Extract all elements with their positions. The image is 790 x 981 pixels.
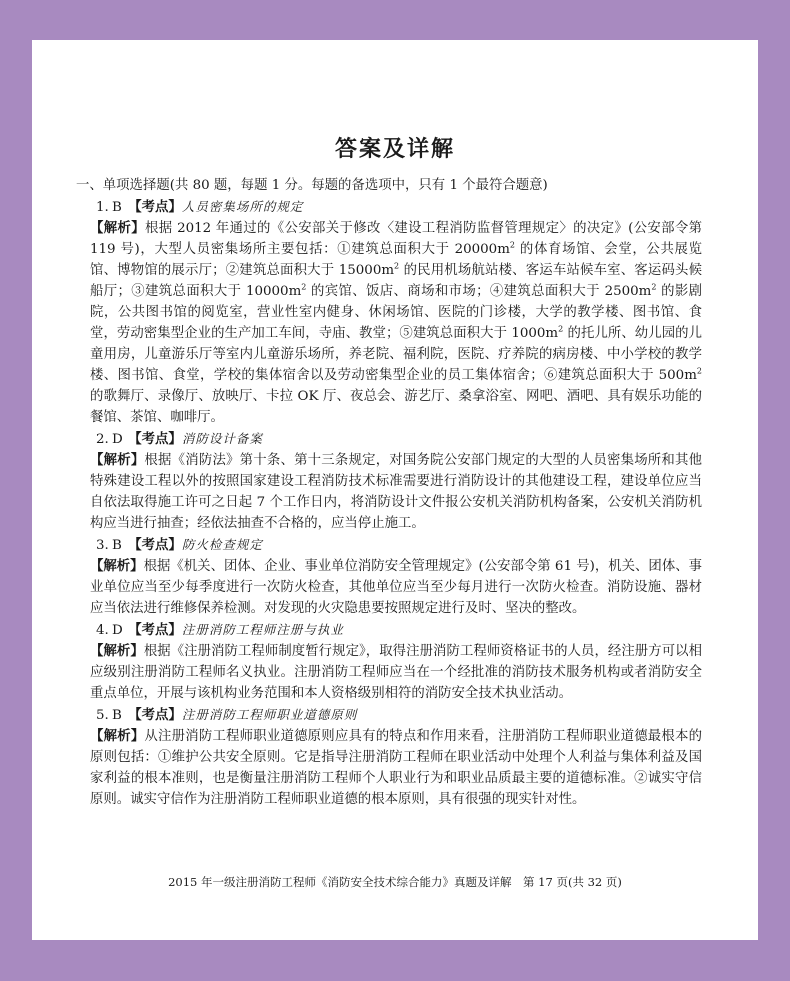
answer-letter: D: [112, 623, 123, 638]
keypoint-label: 【考点】: [128, 707, 182, 723]
keypoint-label: 【考点】: [128, 431, 182, 447]
question-number: 5.: [96, 708, 109, 723]
analysis-paragraph: [90, 218, 702, 428]
page-title: 答案及详解: [334, 136, 455, 162]
question-list: [90, 196, 702, 810]
analysis-text: 的托儿所、幼儿园的儿童用房，儿童游乐厅等室内儿童游乐场所，养老院、福利院，医院、疗养院的病房楼、中小学校的教学楼、图书馆、食堂，学校的集体宿舍以及劳动密集型企业的员工集体宿舍；⑥建筑总面积大于 500m: [90, 326, 702, 383]
question-number: 4.: [96, 623, 109, 638]
superscript: 2: [301, 282, 307, 292]
analysis-text: 的体育场馆、会堂，公共展览馆、博物馆的展示厅；②建筑总面积大于 15000m: [90, 242, 702, 278]
keypoint-label: 【考点】: [128, 199, 182, 215]
analysis-label: 【解析】: [90, 452, 145, 468]
question-header: [90, 428, 702, 450]
question-item: [90, 428, 702, 534]
analysis-label: 【解析】: [90, 728, 145, 744]
keypoint-text: 注册消防工程师职业道德原则: [181, 707, 358, 722]
analysis-text: 根据 2012 年通过的《公安部关于修改〈建设工程消防监督管理规定〉的决定》(公安部令第 119 号)，大型人员密集场所主要包括：①建筑总面积大于 20000m: [90, 221, 703, 257]
question-item: [90, 704, 702, 810]
question-header: [90, 196, 702, 218]
document-page: [32, 40, 758, 940]
question-item: [90, 619, 702, 704]
question-header: [90, 534, 702, 556]
superscript: 2: [394, 261, 400, 271]
analysis-label: 【解析】: [90, 643, 144, 659]
keypoint-text: 人员密集场所的规定: [181, 199, 304, 214]
keypoint-label: 【考点】: [128, 622, 182, 638]
superscript: 2: [696, 366, 702, 376]
section-heading: 一、单项选择题(共 80 题，每题 1 分。每题的备选项中，只有 1 个最符合题意): [76, 178, 548, 193]
analysis-text: 根据《注册消防工程师制度暂行规定》，取得注册消防工程师资格证书的人员，经注册方可以相应级别注册消防工程师名义执业。注册消防工程师应当在一个经批准的消防技术服务机构或者消防安全重点单位，开展与该机构业务范围和本人资格级别相符的消防安全技术执业活动。: [90, 644, 703, 701]
analysis-text: 的影剧院，公共图书馆的阅览室，营业性室内健身、休闲场馆、医院的门诊楼，大学的教学楼、图书馆、食堂，劳动密集型企业的生产加工车间，寺庙、教堂；⑤建筑总面积大于 1000m: [90, 284, 702, 341]
question-item: [90, 534, 702, 619]
answer-letter: D: [112, 432, 123, 447]
question-header: [90, 704, 702, 726]
analysis-paragraph: [90, 641, 702, 704]
keypoint-text: 消防设计备案: [181, 431, 263, 446]
analysis-paragraph: [90, 726, 702, 810]
question-item: [90, 196, 702, 428]
question-number: 2.: [96, 432, 109, 447]
answer-letter: B: [112, 708, 122, 723]
answer-content: [76, 175, 703, 810]
analysis-label: 【解析】: [90, 558, 144, 574]
superscript: 2: [651, 282, 657, 292]
question-number: 3.: [96, 538, 109, 553]
answer-letter: B: [112, 200, 122, 215]
analysis-text: 根据《消防法》第十条、第十三条规定，对国务院公安部门规定的大型的人员密集场所和其他特殊建设工程以外的按照国家建设工程消防技术标准需要进行消防设计的其他建设工程，建设单位应当自依法取得施工许可之日起 7 个工作日内，将消防设计文件报公安机关消防机构备案，公安机关消防机构应当进行抽查；经依法抽查不合格的，应当停止施工。: [90, 453, 702, 531]
analysis-text: 的民用机场航站楼、客运车站候车室、客运码头候船厅；③建筑总面积大于 10000m: [90, 263, 702, 299]
analysis-paragraph: [90, 556, 702, 619]
question-header: [90, 619, 702, 641]
superscript: 2: [558, 324, 564, 334]
question-number: 1.: [96, 200, 109, 215]
analysis-text: 的歌舞厅、录像厅、放映厅、卡拉 OK 厅、夜总会、游艺厅、桑拿浴室、网吧、酒吧、具有娱乐功能的餐馆、茶馆、咖啡厅。: [90, 389, 702, 425]
analysis-text: 根据《机关、团体、企业、事业单位消防安全管理规定》(公安部令第 61 号)，机关、团体、事业单位应当至少每季度进行一次防火检查，其他单位应当至少每月进行一次防火检查。消防设施、器材应当依法进行维修保养检测。对发现的火灾隐患要按照规定进行及时、坚决的整改。: [90, 559, 703, 616]
analysis-text: 的宾馆、饭店、商场和市场；④建筑总面积大于 2500m: [306, 284, 652, 299]
keypoint-label: 【考点】: [128, 537, 182, 553]
superscript: 2: [509, 240, 515, 250]
page-footer: 2015 年一级注册消防工程师《消防安全技术综合能力》真题及详解 第 17 页(共 32 页): [168, 875, 622, 889]
keypoint-text: 防火检查规定: [181, 537, 263, 552]
keypoint-text: 注册消防工程师注册与执业: [181, 622, 344, 637]
analysis-paragraph: [90, 450, 702, 534]
analysis-label: 【解析】: [90, 220, 145, 236]
analysis-text: 从注册消防工程师职业道德原则应具有的特点和作用来看，注册消防工程师职业道德最根本的原则包括：①维护公共安全原则。它是指导注册消防工程师在职业活动中处理个人利益与集体利益及国家利益的根本准则，也是衡量注册消防工程师个人职业行为和职业品质最主要的道德标准。②诚实守信原则。诚实守信作为注册消防工程师职业道德的根本原则，具有很强的现实针对性。: [90, 729, 702, 807]
answer-letter: B: [112, 538, 122, 553]
